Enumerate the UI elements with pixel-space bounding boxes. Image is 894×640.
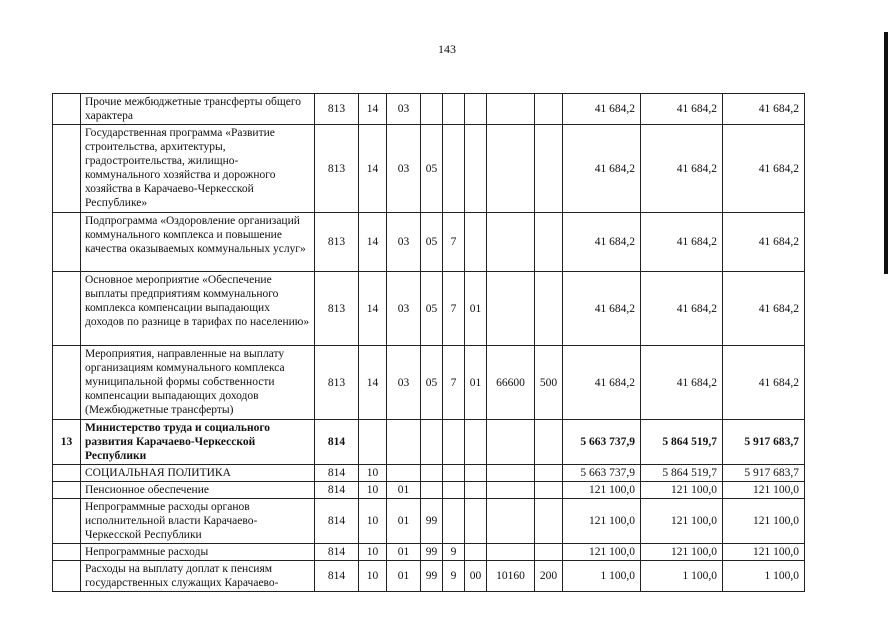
section-code-cell: 14 [359,346,387,420]
subprogram-code-cell [443,499,465,544]
subprogram-code-cell: 9 [443,561,465,592]
ministry-code-cell: 813 [315,213,359,272]
row-name-cell: Мероприятия, направленные на выплату организациям коммунального комплекса муниципальной формы собственности компенсации выпадающих доходов (Межбюджетные трансферты) [81,346,315,420]
subprogram-code-cell [443,125,465,213]
subprogram-code-cell [443,465,465,482]
amount-year2-cell: 41 684,2 [641,346,723,420]
subsection-code-cell: 01 [387,561,421,592]
amount-year1-cell: 5 663 737,9 [563,465,641,482]
expense-type-code-cell [535,465,563,482]
row-name-cell: СОЦИАЛЬНАЯ ПОЛИТИКА [81,465,315,482]
amount-year2-cell: 121 100,0 [641,482,723,499]
amount-year1-cell: 41 684,2 [563,125,641,213]
page-number: 143 [438,42,456,56]
row-name-cell: Расходы на выплату доплат к пенсиям государственных служащих Карачаево- [81,561,315,592]
table-row [53,465,805,482]
amount-year3-cell: 5 917 683,7 [723,465,805,482]
row-number-cell [53,125,81,213]
expense-type-code-cell [535,544,563,561]
expense-direction-code-cell [487,544,535,561]
amount-year1-cell: 5 663 737,9 [563,420,641,465]
row-name-cell: Основное мероприятие «Обеспечение выплаты предприятиям коммунального комплекса компенсации выпадающих доходов по разнице в тарифах по населению» [81,272,315,346]
amount-year2-cell: 1 100,0 [641,561,723,592]
amount-year3-cell: 41 684,2 [723,125,805,213]
amount-year3-cell: 41 684,2 [723,213,805,272]
amount-year1-cell: 1 100,0 [563,561,641,592]
table-row [53,544,805,561]
subsection-code-cell: 03 [387,213,421,272]
table-row [53,420,805,465]
program-code-cell [421,420,443,465]
section-code-cell: 14 [359,213,387,272]
section-code-cell: 10 [359,465,387,482]
activity-code-cell [465,465,487,482]
subsection-code-cell: 03 [387,346,421,420]
program-code-cell: 99 [421,499,443,544]
row-name-cell: Непрограммные расходы [81,544,315,561]
expense-type-code-cell [535,213,563,272]
amount-year2-cell: 5 864 519,7 [641,465,723,482]
ministry-code-cell: 814 [315,482,359,499]
ministry-code-cell: 814 [315,561,359,592]
ministry-code-cell: 813 [315,125,359,213]
expense-direction-code-cell: 66600 [487,346,535,420]
amount-year2-cell: 121 100,0 [641,544,723,561]
activity-code-cell: 01 [465,346,487,420]
scan-edge-bar [884,32,888,274]
expense-direction-code-cell: 10160 [487,561,535,592]
expense-direction-code-cell [487,125,535,213]
program-code-cell: 05 [421,272,443,346]
activity-code-cell [465,420,487,465]
row-number-cell [53,561,81,592]
section-code-cell: 10 [359,561,387,592]
expense-type-code-cell [535,420,563,465]
row-number-cell: 13 [53,420,81,465]
activity-code-cell [465,499,487,544]
row-number-cell [53,499,81,544]
subprogram-code-cell [443,94,465,125]
activity-code-cell [465,544,487,561]
amount-year3-cell: 121 100,0 [723,482,805,499]
expense-type-code-cell [535,125,563,213]
subprogram-code-cell: 7 [443,346,465,420]
row-name-cell: Пенсионное обеспечение [81,482,315,499]
expense-type-code-cell [535,94,563,125]
row-name-cell: Подпрограмма «Оздоровление организаций коммунального комплекса и повышение качества оказываемых коммунальных услуг» [81,213,315,272]
activity-code-cell [465,94,487,125]
row-name-cell: Государственная программа «Развитие строительства, архитектуры, градостроительства, жилищно-коммунального хозяйства и дорожного хозяйства в Карачаево-Черкесской Республике» [81,125,315,213]
expense-direction-code-cell [487,272,535,346]
subprogram-code-cell: 7 [443,272,465,346]
table-row [53,272,805,346]
subsection-code-cell: 01 [387,499,421,544]
expense-direction-code-cell [487,465,535,482]
program-code-cell: 05 [421,213,443,272]
section-code-cell: 10 [359,499,387,544]
table-row [53,213,805,272]
activity-code-cell [465,213,487,272]
amount-year2-cell: 41 684,2 [641,94,723,125]
table-row [53,125,805,213]
ministry-code-cell: 813 [315,272,359,346]
ministry-code-cell: 814 [315,420,359,465]
row-number-cell [53,272,81,346]
amount-year1-cell: 41 684,2 [563,94,641,125]
section-code-cell [359,420,387,465]
expense-type-code-cell: 500 [535,346,563,420]
table-row [53,94,805,125]
amount-year1-cell: 41 684,2 [563,272,641,346]
table-row [53,561,805,592]
subprogram-code-cell [443,420,465,465]
expense-direction-code-cell [487,420,535,465]
activity-code-cell: 01 [465,272,487,346]
amount-year3-cell: 1 100,0 [723,561,805,592]
section-code-cell: 10 [359,544,387,561]
row-number-cell [53,213,81,272]
amount-year2-cell: 41 684,2 [641,125,723,213]
table-row [53,346,805,420]
subprogram-code-cell: 9 [443,544,465,561]
amount-year2-cell: 5 864 519,7 [641,420,723,465]
subsection-code-cell: 03 [387,272,421,346]
subsection-code-cell: 01 [387,544,421,561]
amount-year2-cell: 121 100,0 [641,499,723,544]
subsection-code-cell [387,420,421,465]
row-number-cell [53,94,81,125]
amount-year2-cell: 41 684,2 [641,213,723,272]
amount-year1-cell: 121 100,0 [563,482,641,499]
expense-type-code-cell [535,482,563,499]
subsection-code-cell: 03 [387,94,421,125]
subsection-code-cell: 01 [387,482,421,499]
ministry-code-cell: 814 [315,544,359,561]
amount-year1-cell: 41 684,2 [563,346,641,420]
row-number-cell [53,544,81,561]
expense-type-code-cell: 200 [535,561,563,592]
budget-table [52,93,805,592]
row-name-cell: Министерство труда и социального развития Карачаево-Черкесской Республики [81,420,315,465]
section-code-cell: 14 [359,94,387,125]
subprogram-code-cell [443,482,465,499]
program-code-cell [421,482,443,499]
amount-year3-cell: 41 684,2 [723,346,805,420]
amount-year3-cell: 121 100,0 [723,499,805,544]
activity-code-cell: 00 [465,561,487,592]
ministry-code-cell: 814 [315,465,359,482]
subprogram-code-cell: 7 [443,213,465,272]
amount-year1-cell: 121 100,0 [563,544,641,561]
subsection-code-cell: 03 [387,125,421,213]
amount-year2-cell: 41 684,2 [641,272,723,346]
expense-type-code-cell [535,272,563,346]
ministry-code-cell: 813 [315,94,359,125]
amount-year3-cell: 41 684,2 [723,272,805,346]
program-code-cell [421,465,443,482]
activity-code-cell [465,125,487,213]
section-code-cell: 14 [359,272,387,346]
program-code-cell [421,94,443,125]
ministry-code-cell: 814 [315,499,359,544]
table-row [53,482,805,499]
row-number-cell [53,346,81,420]
amount-year3-cell: 5 917 683,7 [723,420,805,465]
program-code-cell: 05 [421,125,443,213]
ministry-code-cell: 813 [315,346,359,420]
row-name-cell: Непрограммные расходы органов исполнительной власти Карачаево-Черкесской Республики [81,499,315,544]
amount-year1-cell: 121 100,0 [563,499,641,544]
program-code-cell: 99 [421,544,443,561]
amount-year3-cell: 121 100,0 [723,544,805,561]
expense-direction-code-cell [487,482,535,499]
program-code-cell: 99 [421,561,443,592]
expense-type-code-cell [535,499,563,544]
activity-code-cell [465,482,487,499]
table-row [53,499,805,544]
section-code-cell: 14 [359,125,387,213]
row-number-cell [53,465,81,482]
row-number-cell [53,482,81,499]
row-name-cell: Прочие межбюджетные трансферты общего характера [81,94,315,125]
expense-direction-code-cell [487,499,535,544]
subsection-code-cell [387,465,421,482]
section-code-cell: 10 [359,482,387,499]
expense-direction-code-cell [487,213,535,272]
expense-direction-code-cell [487,94,535,125]
program-code-cell: 05 [421,346,443,420]
amount-year3-cell: 41 684,2 [723,94,805,125]
amount-year1-cell: 41 684,2 [563,213,641,272]
